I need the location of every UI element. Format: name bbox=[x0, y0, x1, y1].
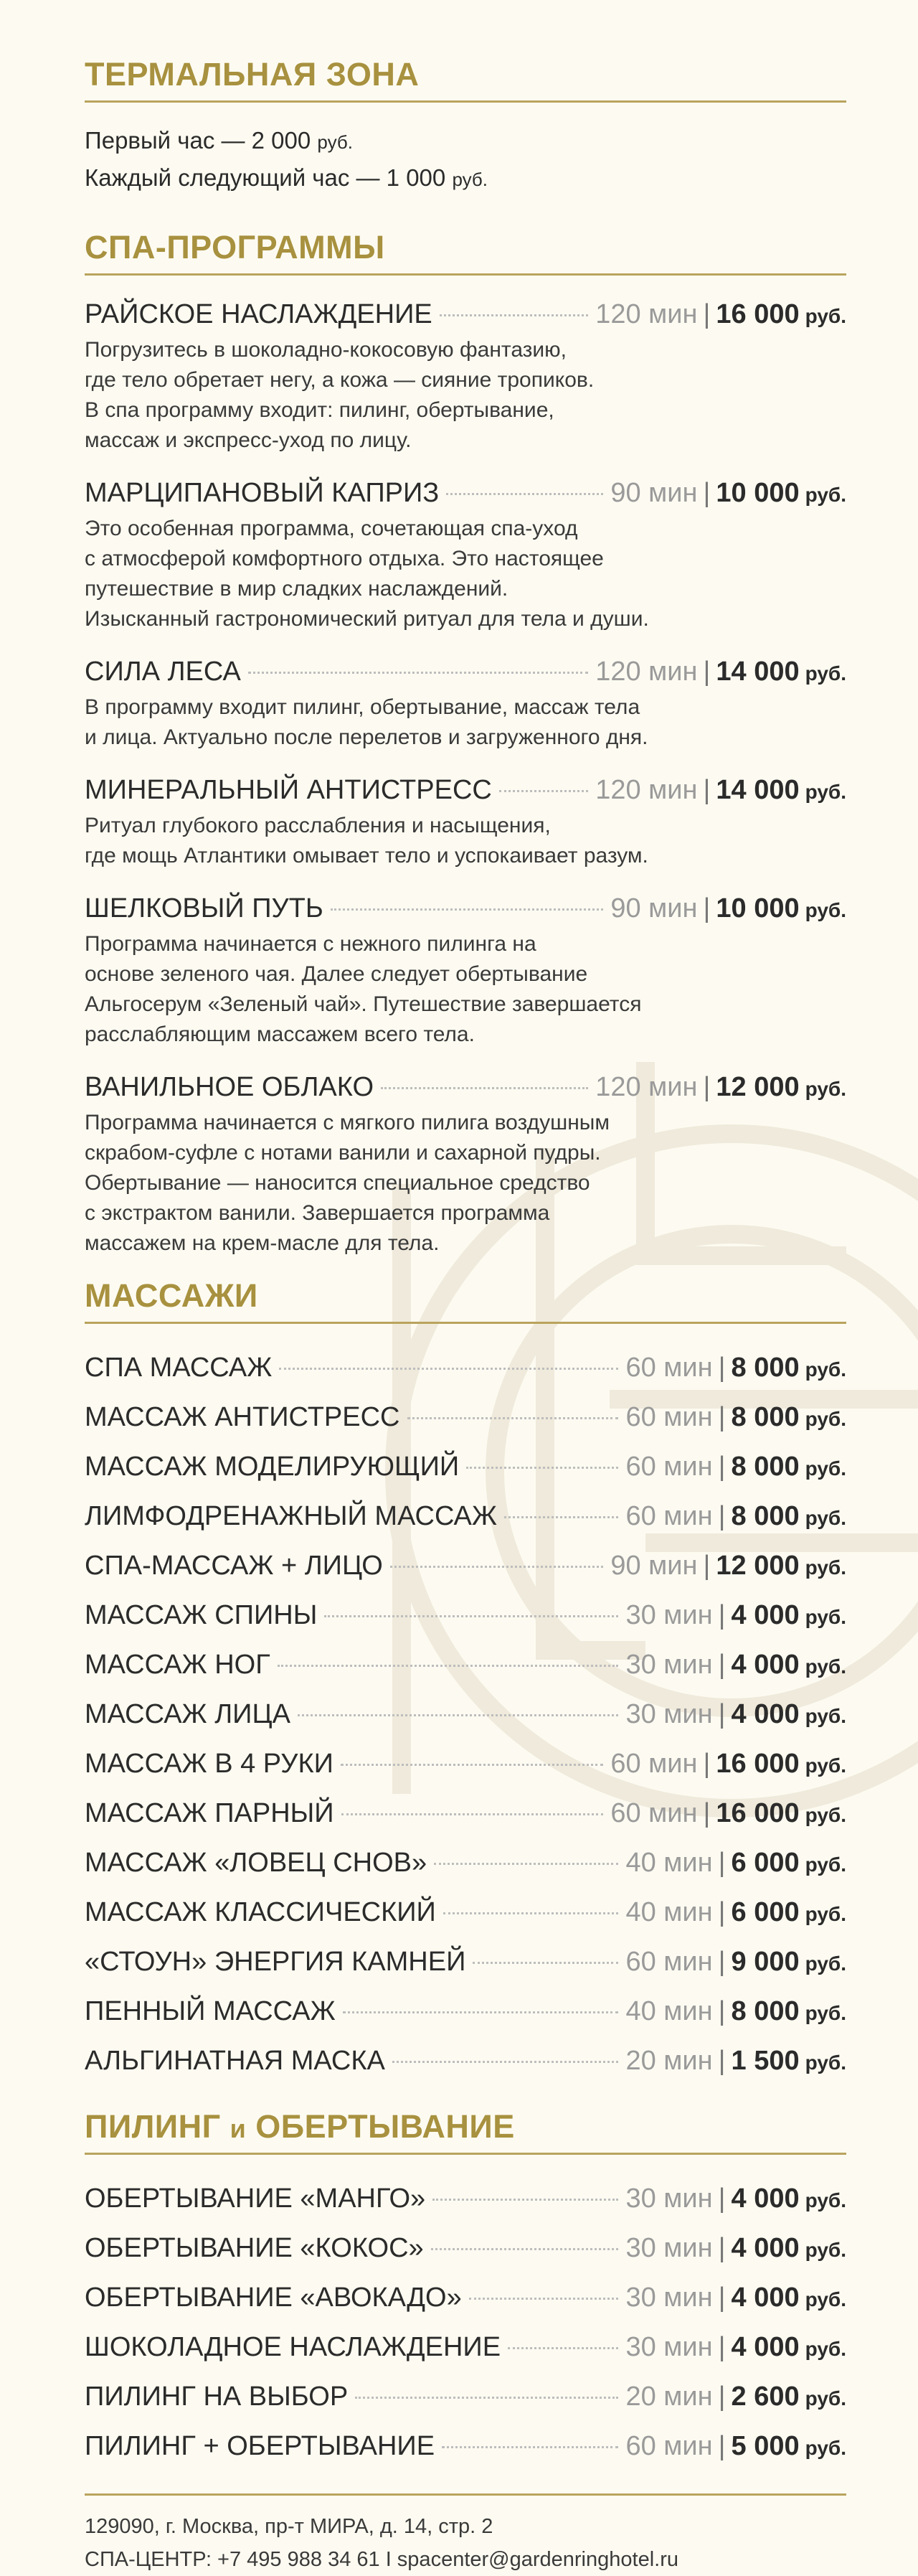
dot-leader bbox=[466, 1467, 618, 1469]
price-row bbox=[85, 1068, 846, 1108]
description-line: Обертывание — наносится специальное средство bbox=[85, 1171, 590, 1195]
separator: | bbox=[703, 1072, 711, 1102]
currency: руб. bbox=[805, 899, 846, 921]
price: 12 000 bbox=[716, 1551, 800, 1581]
separator: | bbox=[718, 1699, 726, 1729]
separator: | bbox=[703, 1749, 711, 1779]
price-row bbox=[85, 653, 846, 692]
duration: 60 мин bbox=[625, 1947, 713, 1977]
duration: 30 мин bbox=[625, 1600, 713, 1630]
duration: 30 мин bbox=[625, 2283, 713, 2313]
currency: руб. bbox=[805, 1655, 846, 1678]
peeling-list bbox=[85, 2175, 846, 2472]
service-name: ВАНИЛЬНОЕ ОБЛАКО bbox=[85, 1072, 374, 1102]
description-line: массажем на крем-масле для тела. bbox=[85, 1231, 440, 1255]
service-name: МАССАЖ СПИНЫ bbox=[85, 1600, 318, 1630]
price-row bbox=[85, 1592, 846, 1641]
duration: 120 мин bbox=[595, 1072, 698, 1102]
price-row bbox=[85, 1740, 846, 1790]
service-name: АЛЬГИНАТНАЯ МАСКА bbox=[85, 2046, 385, 2076]
price-row bbox=[85, 1839, 846, 1889]
description-line: Это особенная программа, сочетающая спа-уход bbox=[85, 517, 578, 540]
duration: 60 мин bbox=[625, 1452, 713, 1482]
separator: | bbox=[718, 1996, 726, 2026]
price-row bbox=[85, 1691, 846, 1740]
spa-program bbox=[85, 296, 846, 456]
dot-leader bbox=[407, 1417, 619, 1419]
currency: руб. bbox=[805, 2051, 846, 2074]
dot-leader bbox=[440, 314, 588, 316]
description-line: путешествие в мир сладких наслаждений. bbox=[85, 577, 508, 601]
dot-leader bbox=[443, 1912, 619, 1914]
program-description bbox=[85, 335, 846, 456]
duration: 40 мин bbox=[625, 1996, 713, 2026]
separator: | bbox=[703, 299, 711, 329]
currency: руб. bbox=[805, 2002, 846, 2024]
price-row bbox=[85, 771, 846, 811]
separator: | bbox=[718, 1353, 726, 1383]
price: 8 000 bbox=[731, 1353, 800, 1383]
description-line: где мощь Атлантики омывает тело и успокаивает разум. bbox=[85, 844, 648, 868]
currency: руб. bbox=[805, 1705, 846, 1727]
price-row bbox=[85, 2422, 846, 2472]
separator: | bbox=[703, 657, 711, 687]
price: 16 000 bbox=[716, 1749, 800, 1779]
price-row bbox=[85, 890, 846, 929]
price: 10 000 bbox=[716, 478, 800, 508]
separator: | bbox=[718, 2431, 726, 2461]
service-name: МАССАЖ МОДЕЛИРУЮЩИЙ bbox=[85, 1452, 460, 1482]
description-line: массаж и экспресс-уход по лицу. bbox=[85, 428, 412, 452]
spa-program bbox=[85, 771, 846, 871]
price-row bbox=[85, 2037, 846, 2087]
dot-leader bbox=[442, 2446, 618, 2448]
description-line: где тело обретает негу, а кожа — сияние тропиков. bbox=[85, 368, 595, 392]
price-row bbox=[85, 1344, 846, 1393]
price-row bbox=[85, 296, 846, 335]
service-name: МАССАЖ НОГ bbox=[85, 1650, 270, 1680]
massages-section bbox=[85, 1277, 846, 2087]
currency: руб. bbox=[805, 1853, 846, 1876]
spa-programs-section bbox=[85, 229, 846, 1259]
price-row bbox=[85, 1443, 846, 1493]
service-name: ШЕЛКОВЫЙ ПУТЬ bbox=[85, 893, 323, 923]
dot-leader bbox=[392, 2061, 619, 2063]
price: 1 500 bbox=[731, 2046, 800, 2076]
dot-leader bbox=[355, 2397, 618, 2399]
currency: руб. bbox=[805, 1078, 846, 1100]
price-row bbox=[85, 2373, 846, 2422]
price-row bbox=[85, 2224, 846, 2274]
price: 4 000 bbox=[731, 1699, 800, 1729]
description-line: Альгосерум «Зеленый чай». Путешествие завершается bbox=[85, 992, 642, 1016]
currency: руб. bbox=[805, 1754, 846, 1777]
service-name: МАССАЖ АНТИСТРЕСС bbox=[85, 1402, 400, 1432]
massages-title: МАССАЖИ bbox=[85, 1277, 846, 1324]
price: 4 000 bbox=[731, 2283, 800, 2313]
price: 8 000 bbox=[731, 1402, 800, 1432]
dot-leader bbox=[434, 1863, 618, 1865]
description-line: с атмосферой комфортного отдыха. Это настоящее bbox=[85, 547, 604, 570]
separator: | bbox=[718, 2184, 726, 2214]
duration: 120 мин bbox=[595, 299, 698, 329]
currency: руб. bbox=[805, 1507, 846, 1529]
spa-program bbox=[85, 890, 846, 1050]
currency: руб. bbox=[805, 2288, 846, 2311]
separator: | bbox=[718, 2382, 726, 2412]
price: 4 000 bbox=[731, 1650, 800, 1680]
currency: руб. bbox=[805, 1804, 846, 1826]
service-name: ПИЛИНГ + ОБЕРТЫВАНИЕ bbox=[85, 2431, 435, 2461]
separator: | bbox=[718, 1947, 726, 1977]
description-line: Погрузитесь в шоколадно-кокосовую фантазию, bbox=[85, 338, 567, 362]
program-description bbox=[85, 811, 846, 871]
dot-leader bbox=[278, 1665, 619, 1667]
separator: | bbox=[703, 1798, 711, 1828]
currency: руб. bbox=[805, 305, 846, 327]
spa-program-list bbox=[85, 296, 846, 1259]
currency: руб. bbox=[805, 1556, 846, 1579]
description-line: и лица. Актуально после перелетов и загруженного дня. bbox=[85, 725, 648, 749]
price: 6 000 bbox=[731, 1848, 800, 1878]
service-name: ШОКОЛАДНОЕ НАСЛАЖДЕНИЕ bbox=[85, 2332, 501, 2362]
description-line: расслабляющим массажем всего тела. bbox=[85, 1023, 475, 1046]
service-name: МАССАЖ В 4 РУКИ bbox=[85, 1749, 333, 1779]
service-name: ОБЕРТЫВАНИЕ «АВОКАДО» bbox=[85, 2283, 462, 2313]
program-description bbox=[85, 692, 846, 753]
service-name: СПА МАССАЖ bbox=[85, 1353, 273, 1383]
description-line: В программу входит пилинг, обертывание, массаж тела bbox=[85, 695, 640, 719]
description-line: В спа программу входит: пилинг, обертывание, bbox=[85, 398, 554, 422]
separator: | bbox=[718, 2283, 726, 2313]
currency: руб. bbox=[805, 1606, 846, 1628]
dot-leader bbox=[381, 1087, 588, 1089]
price: 14 000 bbox=[716, 775, 800, 805]
description-line: Ритуал глубокого расслабления и насыщения, bbox=[85, 814, 551, 837]
duration: 30 мин bbox=[625, 2233, 713, 2263]
service-name: ПИЛИНГ НА ВЫБОР bbox=[85, 2382, 349, 2412]
dot-leader bbox=[341, 1813, 604, 1815]
service-name: МАССАЖ ПАРНЫЙ bbox=[85, 1798, 334, 1828]
dot-leader bbox=[390, 1566, 604, 1568]
separator: | bbox=[703, 478, 711, 508]
peeling-section bbox=[85, 2108, 846, 2472]
currency: руб. bbox=[805, 2189, 846, 2211]
price: 16 000 bbox=[716, 299, 800, 329]
dot-leader bbox=[432, 2199, 618, 2201]
currency: руб. bbox=[805, 484, 846, 506]
price-row bbox=[85, 1493, 846, 1542]
separator: | bbox=[703, 775, 711, 805]
separator: | bbox=[718, 2332, 726, 2362]
price: 8 000 bbox=[731, 1452, 800, 1482]
separator: | bbox=[718, 1897, 726, 1927]
price-row bbox=[85, 2274, 846, 2323]
price-row bbox=[85, 474, 846, 514]
duration: 90 мин bbox=[610, 893, 698, 923]
currency: руб. bbox=[805, 1457, 846, 1480]
duration: 120 мин bbox=[595, 657, 698, 687]
peeling-title: ПИЛИНГ и ОБЕРТЫВАНИЕ bbox=[85, 2108, 846, 2155]
massage-list bbox=[85, 1344, 846, 2087]
duration: 120 мин bbox=[595, 775, 698, 805]
duration: 40 мин bbox=[625, 1897, 713, 1927]
duration: 90 мин bbox=[610, 478, 698, 508]
duration: 30 мин bbox=[625, 2184, 713, 2214]
separator: | bbox=[718, 1600, 726, 1630]
price: 6 000 bbox=[731, 1897, 800, 1927]
duration: 60 мин bbox=[625, 1501, 713, 1531]
price-row bbox=[85, 1641, 846, 1691]
currency: руб. bbox=[805, 2338, 846, 2360]
price: 5 000 bbox=[731, 2431, 800, 2461]
duration: 90 мин bbox=[610, 1551, 698, 1581]
thermal-next-hour: Каждый следующий час — 1 000 руб. bbox=[85, 164, 488, 191]
price-row bbox=[85, 1542, 846, 1592]
dot-leader bbox=[469, 2298, 619, 2300]
service-name: СПА-МАССАЖ + ЛИЦО bbox=[85, 1551, 383, 1581]
dot-leader bbox=[504, 1516, 618, 1518]
dot-leader bbox=[341, 1764, 603, 1766]
description-line: скрабом-суфле с нотами ванили и сахарной пудры. bbox=[85, 1141, 601, 1165]
price-row bbox=[85, 1988, 846, 2037]
service-name: МИНЕРАЛЬНЫЙ АНТИСТРЕСС bbox=[85, 775, 492, 805]
currency: руб. bbox=[805, 662, 846, 685]
duration: 60 мин bbox=[625, 1353, 713, 1383]
price: 4 000 bbox=[731, 2233, 800, 2263]
dot-leader bbox=[343, 2011, 619, 2013]
price-list bbox=[85, 56, 846, 2576]
separator: | bbox=[718, 1501, 726, 1531]
service-name: МАССАЖ ЛИЦА bbox=[85, 1699, 290, 1729]
spa-programs-title: СПА-ПРОГРАММЫ bbox=[85, 229, 846, 276]
duration: 20 мин bbox=[625, 2046, 713, 2076]
separator: | bbox=[718, 1848, 726, 1878]
currency: руб. bbox=[805, 1408, 846, 1430]
price-row bbox=[85, 2323, 846, 2373]
dot-leader bbox=[446, 493, 603, 495]
separator: | bbox=[718, 2233, 726, 2263]
price: 8 000 bbox=[731, 1501, 800, 1531]
duration: 60 мин bbox=[610, 1798, 698, 1828]
description-line: основе зеленого чая. Далее следует обертывание bbox=[85, 962, 588, 986]
currency: руб. bbox=[805, 2437, 846, 2459]
dot-leader bbox=[431, 2248, 619, 2250]
description-line: Программа начинается с мягкого пилига воздушным bbox=[85, 1111, 610, 1134]
spa-program bbox=[85, 1068, 846, 1259]
service-name: ЛИМФОДРЕНАЖНЫЙ МАССАЖ bbox=[85, 1501, 497, 1531]
duration: 20 мин bbox=[625, 2382, 713, 2412]
dot-leader bbox=[331, 908, 603, 911]
price-row bbox=[85, 1790, 846, 1839]
separator: | bbox=[718, 2046, 726, 2076]
service-name: РАЙСКОЕ НАСЛАЖДЕНИЕ bbox=[85, 299, 432, 329]
program-description bbox=[85, 929, 846, 1050]
spa-program bbox=[85, 653, 846, 753]
service-name: ОБЕРТЫВАНИЕ «КОКОС» bbox=[85, 2233, 424, 2263]
currency: руб. bbox=[805, 781, 846, 803]
separator: | bbox=[703, 1551, 711, 1581]
price: 8 000 bbox=[731, 1996, 800, 2026]
dot-leader bbox=[298, 1714, 619, 1716]
thermal-zone-title: ТЕРМАЛЬНАЯ ЗОНА bbox=[85, 56, 846, 103]
dot-leader bbox=[473, 1962, 618, 1964]
price: 16 000 bbox=[716, 1798, 800, 1828]
currency: руб. bbox=[805, 1358, 846, 1381]
service-name: МАССАЖ «ЛОВЕЦ СНОВ» bbox=[85, 1848, 427, 1878]
dot-leader bbox=[248, 672, 588, 674]
service-name: СИЛА ЛЕСА bbox=[85, 657, 241, 687]
footer-contact: СПА-ЦЕНТР: +7 495 988 34 61 I spacenter@gardenringhotel.ru bbox=[85, 2548, 678, 2571]
duration: 30 мин bbox=[625, 1650, 713, 1680]
footer bbox=[85, 2493, 846, 2576]
description-line: с экстрактом ванили. Завершается программа bbox=[85, 1201, 550, 1225]
description-line: Программа начинается с нежного пилинга на bbox=[85, 932, 536, 956]
footer-address: 129090, г. Москва, пр-т МИРА, д. 14, стр. 2 bbox=[85, 2515, 493, 2538]
description-line: Изысканный гастрономический ритуал для тела и души. bbox=[85, 607, 649, 631]
dot-leader bbox=[324, 1615, 618, 1617]
dot-leader bbox=[279, 1368, 618, 1370]
price-row bbox=[85, 2175, 846, 2224]
price-row bbox=[85, 1393, 846, 1443]
price: 4 000 bbox=[731, 2184, 800, 2214]
price-row bbox=[85, 1938, 846, 1988]
service-name: ПЕННЫЙ МАССАЖ bbox=[85, 1996, 336, 2026]
price-row bbox=[85, 1889, 846, 1938]
dot-leader bbox=[508, 2347, 618, 2349]
thermal-first-hour: Первый час — 2 000 руб. bbox=[85, 127, 353, 154]
duration: 40 мин bbox=[625, 1848, 713, 1878]
price: 10 000 bbox=[716, 893, 800, 923]
price: 2 600 bbox=[731, 2382, 800, 2412]
duration: 60 мин bbox=[625, 2431, 713, 2461]
price: 4 000 bbox=[731, 2332, 800, 2362]
duration: 30 мин bbox=[625, 2332, 713, 2362]
service-name: «СТОУН» ЭНЕРГИЯ КАМНЕЙ bbox=[85, 1947, 466, 1977]
duration: 30 мин bbox=[625, 1699, 713, 1729]
separator: | bbox=[703, 893, 711, 923]
currency: руб. bbox=[805, 1952, 846, 1975]
currency: руб. bbox=[805, 2387, 846, 2410]
price: 12 000 bbox=[716, 1072, 800, 1102]
price: 14 000 bbox=[716, 657, 800, 687]
program-description bbox=[85, 514, 846, 634]
program-description bbox=[85, 1108, 846, 1259]
price: 4 000 bbox=[731, 1600, 800, 1630]
separator: | bbox=[718, 1650, 726, 1680]
separator: | bbox=[718, 1402, 726, 1432]
currency: руб. bbox=[805, 1903, 846, 1925]
duration: 60 мин bbox=[610, 1749, 698, 1779]
price: 9 000 bbox=[731, 1947, 800, 1977]
thermal-zone-section bbox=[85, 56, 846, 197]
dot-leader bbox=[499, 790, 588, 792]
currency: руб. bbox=[805, 2239, 846, 2261]
service-name: МАРЦИПАНОВЫЙ КАПРИЗ bbox=[85, 478, 440, 508]
separator: | bbox=[718, 1452, 726, 1482]
duration: 60 мин bbox=[625, 1402, 713, 1432]
service-name: ОБЕРТЫВАНИЕ «МАНГО» bbox=[85, 2184, 426, 2214]
service-name: МАССАЖ КЛАССИЧЕСКИЙ bbox=[85, 1897, 436, 1927]
spa-program bbox=[85, 474, 846, 634]
